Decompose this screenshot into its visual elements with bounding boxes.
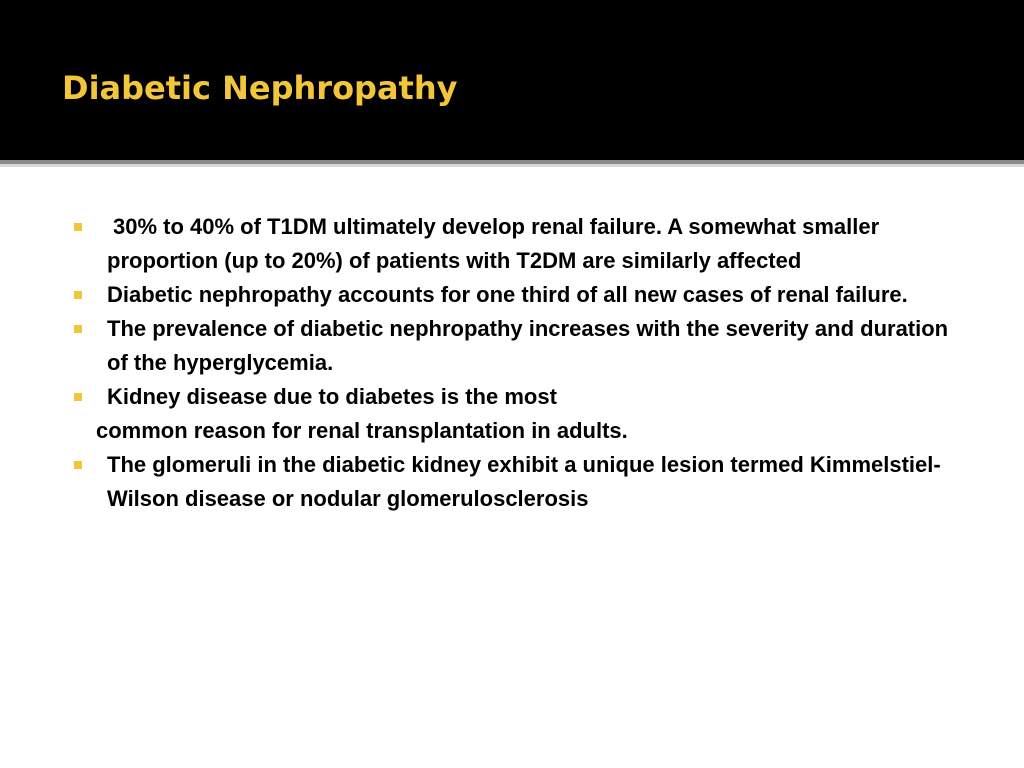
bullet-text: 30% to 40% of T1DM ultimately develop renal failure. A somewhat smaller proportion (up to 20%) of patients with T2DM are similarly affected bbox=[107, 214, 880, 273]
bullet-item bbox=[72, 380, 972, 448]
square-bullet-icon bbox=[74, 325, 82, 333]
bullet-text: Kidney disease due to diabetes is the most bbox=[107, 384, 557, 409]
bullet-list bbox=[72, 210, 972, 516]
header-divider-highlight bbox=[0, 164, 1024, 167]
bullet-text: The glomeruli in the diabetic kidney exhibit a unique lesion termed Kimmelstiel-Wilson disease or nodular glomerulosclerosis bbox=[107, 452, 941, 511]
bullet-text: Diabetic nephropathy accounts for one third of all new cases of renal failure. bbox=[107, 282, 908, 307]
square-bullet-icon bbox=[74, 291, 82, 299]
slide-title: Diabetic Nephropathy bbox=[62, 69, 458, 107]
slide-header bbox=[0, 0, 1024, 160]
bullet-continuation-text: common reason for renal transplantation in adults. bbox=[96, 418, 628, 443]
square-bullet-icon bbox=[74, 461, 82, 469]
bullet-item bbox=[72, 210, 972, 278]
bullet-item bbox=[72, 448, 972, 516]
square-bullet-icon bbox=[74, 393, 82, 401]
bullet-text: The prevalence of diabetic nephropathy increases with the severity and duration of the hyperglycemia. bbox=[107, 316, 949, 375]
bullet-item bbox=[72, 278, 972, 312]
square-bullet-icon bbox=[74, 223, 82, 231]
bullet-item bbox=[72, 312, 972, 380]
